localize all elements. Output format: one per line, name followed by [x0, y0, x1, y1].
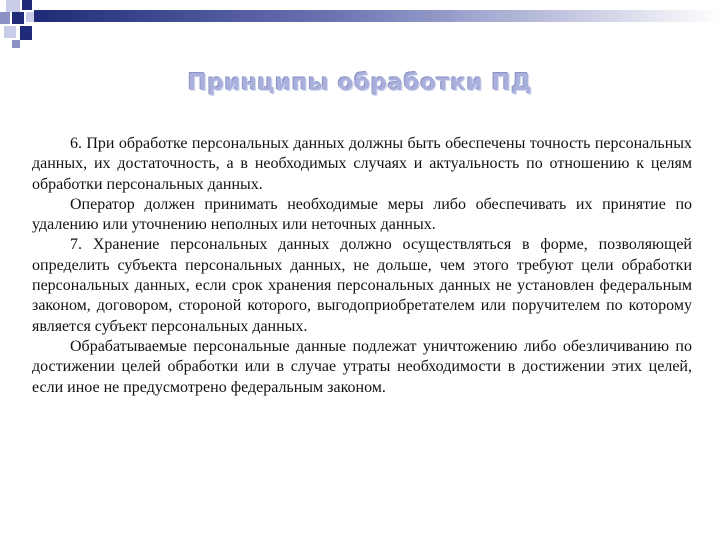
slide-title: Принципы обработки ПД — [187, 70, 533, 96]
deco-square-6 — [4, 26, 16, 38]
paragraph-1: 6. При обработке персональных данных должны быть обеспечены точность персональных данных, их достаточность, а в необходимых случаях и актуальность по отношению к целям обработки персональных данных. — [32, 135, 692, 193]
deco-square-8 — [12, 40, 20, 48]
deco-square-4 — [12, 12, 24, 24]
paragraph-4: Обрабатываемые персональные данные подлежат уничтожению либо обезличиванию по достижении целей обработки или в случае утраты необходимости в достижении этих целей, если иное не предусмотрено федеральным законом. — [32, 337, 692, 396]
paragraph-3: 7. Хранение персональных данных должно осуществляться в форме, позволяющей определить субъекта персональных данных, не дольше, чем этого требуют цели обработки персональных данных, если срок хранения персональных данных не установлен федеральным законом, договором, стороной которого, выгодоприобретателем или поручителем по которому является субъект персональных данных. — [32, 236, 692, 335]
deco-square-7 — [20, 26, 32, 40]
deco-square-3 — [0, 12, 10, 24]
deco-square-1 — [6, 0, 20, 12]
deco-square-2 — [22, 0, 32, 10]
header-gradient-bar — [34, 10, 720, 22]
deco-square-5 — [26, 12, 34, 22]
paragraph-2: Оператор должен принимать необходимые меры либо обеспечивать их принятие по удалению или уточнению неполных или неточных данных. — [32, 195, 692, 234]
slide-body — [32, 134, 692, 398]
